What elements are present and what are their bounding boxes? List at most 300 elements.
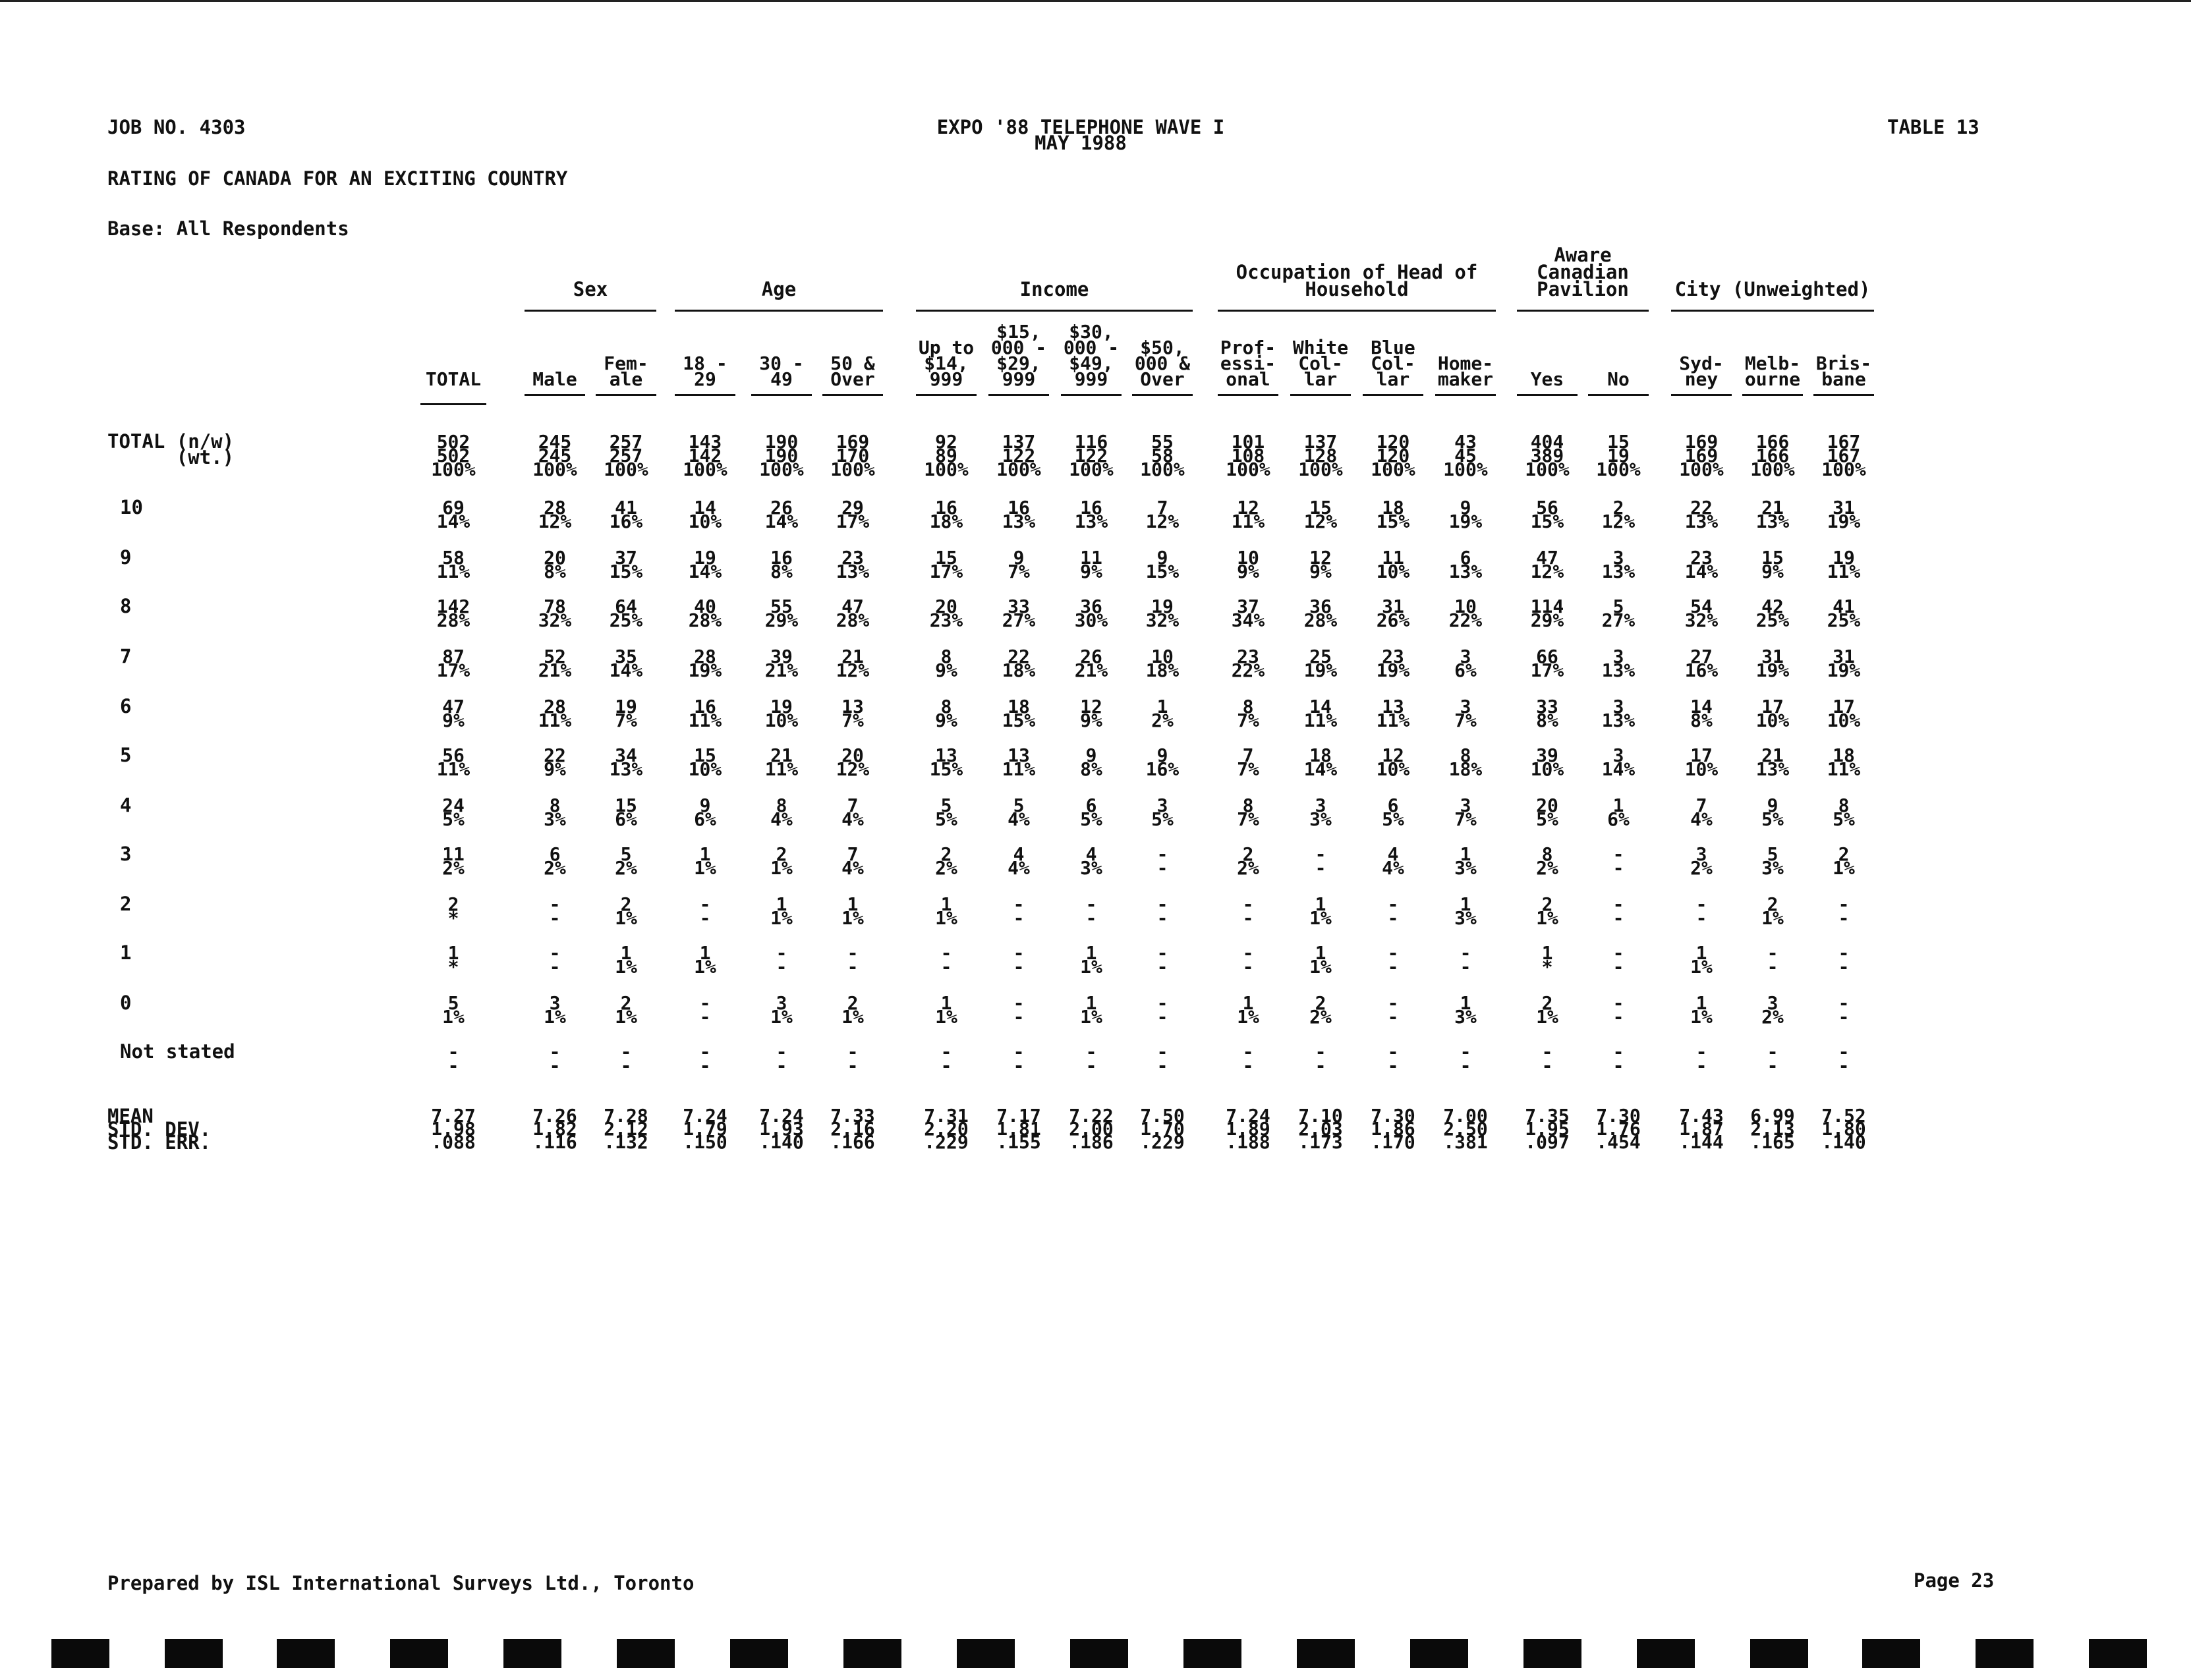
table-cell: - -: [1315, 843, 1326, 879]
table-cell: 257 257 100%: [604, 431, 648, 480]
table-cell: 18 14%: [1303, 744, 1338, 780]
table-cell: - -: [1838, 992, 1850, 1028]
table-cell: 54 32%: [1684, 596, 1719, 631]
table-cell: 21 13%: [1755, 497, 1790, 532]
column-underline: [1671, 394, 1732, 396]
column-underline: [1588, 394, 1649, 396]
edge-mark: [1750, 1639, 1808, 1668]
table-cell: 9 19%: [1448, 497, 1483, 532]
column-underline: [751, 394, 812, 396]
table-cell: - -: [1612, 843, 1624, 879]
row-label: 8: [120, 595, 132, 617]
table-cell: - -: [1695, 1041, 1707, 1077]
table-cell: 1 1%: [1237, 992, 1259, 1028]
table-cell: 2 1%: [841, 992, 864, 1028]
group-underline: [675, 310, 883, 312]
table-cell: 1 1%: [935, 893, 957, 929]
table-cell: 120 120 100%: [1371, 431, 1415, 480]
table-cell: 3 2%: [1761, 992, 1784, 1028]
table-cell: 1 1%: [841, 893, 864, 929]
table-cell: 5 5%: [935, 795, 957, 830]
table-cell: - -: [1387, 893, 1399, 929]
table-cell: 16 18%: [929, 497, 963, 532]
table-cell: - -: [1013, 1041, 1025, 1077]
table-cell: - -: [1242, 942, 1254, 978]
table-cell: - -: [776, 1041, 787, 1077]
table-cell: 137 122 100%: [996, 431, 1041, 480]
table-cell: - -: [1695, 893, 1707, 929]
table-cell: 12 10%: [1376, 744, 1410, 780]
table-cell: 19 14%: [688, 547, 722, 582]
table-cell: 166 166 100%: [1750, 431, 1795, 480]
group-header: Income: [1019, 278, 1089, 300]
table-cell: - -: [1460, 1041, 1471, 1077]
table-cell: - -: [699, 1041, 711, 1077]
table-cell: - -: [1156, 942, 1168, 978]
stats-cell: 7.26 1.82 .116: [532, 1105, 577, 1153]
table-cell: 3 14%: [1601, 744, 1636, 780]
stats-cell: 7.31 2.20 .229: [924, 1105, 969, 1153]
table-cell: 8 7%: [1237, 795, 1259, 830]
group-underline: [1517, 310, 1649, 312]
table-cell: 1 *: [447, 942, 459, 978]
table-cell: 17 10%: [1755, 696, 1790, 731]
table-cell: 190 190 100%: [759, 431, 804, 480]
row-label: 0: [120, 992, 132, 1014]
edge-mark: [503, 1639, 561, 1668]
edge-mark: [1862, 1639, 1920, 1668]
table-cell: 1 3%: [1454, 893, 1477, 929]
stats-cell: 7.17 1.81 .155: [996, 1105, 1041, 1153]
table-cell: - -: [1612, 992, 1624, 1028]
table-cell: 1 2%: [1151, 696, 1174, 731]
table-cell: 404 389 100%: [1525, 431, 1570, 480]
table-cell: 7 4%: [1690, 795, 1713, 830]
table-cell: 2 *: [447, 893, 459, 929]
column-underline: [1363, 394, 1423, 396]
table-cell: 13 15%: [929, 744, 963, 780]
table-cell: 137 128 100%: [1298, 431, 1343, 480]
table-cell: 3 5%: [1151, 795, 1174, 830]
table-cell: 21 11%: [764, 744, 799, 780]
group-header: Sex: [573, 278, 608, 300]
table-cell: 15 6%: [615, 795, 637, 830]
column-underline: [822, 394, 883, 396]
table-cell: 31 19%: [1755, 646, 1790, 681]
table-cell: 142 28%: [436, 596, 470, 631]
table-cell: 1 1%: [1690, 992, 1713, 1028]
table-cell: - -: [1838, 942, 1850, 978]
table-cell: - -: [1013, 992, 1025, 1028]
row-label: 9: [120, 546, 132, 569]
table-cell: 7 7%: [1237, 744, 1259, 780]
table-cell: 101 108 100%: [1226, 431, 1270, 480]
table-cell: - -: [1387, 942, 1399, 978]
table-cell: 27 16%: [1684, 646, 1719, 681]
group-underline: [525, 310, 656, 312]
table-cell: 8 4%: [770, 795, 793, 830]
table-cell: - -: [940, 1041, 952, 1077]
table-cell: 69 14%: [436, 497, 470, 532]
table-cell: 42 25%: [1755, 596, 1790, 631]
table-cell: 26 14%: [764, 497, 799, 532]
table-cell: 2 1%: [1761, 893, 1784, 929]
column-header: $15, 000 - $29, 999: [990, 321, 1047, 390]
table-cell: - -: [447, 1041, 459, 1077]
table-cell: 2 1%: [615, 893, 637, 929]
table-cell: 245 245 100%: [532, 431, 577, 480]
table-cell: 1 6%: [1607, 795, 1630, 830]
stats-cell: 7.30 1.76 .454: [1596, 1105, 1641, 1153]
edge-mark: [1637, 1639, 1695, 1668]
table-cell: - -: [1767, 942, 1778, 978]
table-cell: 39 10%: [1530, 744, 1564, 780]
column-header: Home- maker: [1437, 352, 1494, 390]
table-cell: 34 13%: [609, 744, 643, 780]
edge-mark: [165, 1639, 223, 1668]
table-cell: 1 1%: [1080, 992, 1102, 1028]
table-cell: 9 6%: [694, 795, 716, 830]
table-cell: 12 9%: [1309, 547, 1332, 582]
table-cell: 19 32%: [1145, 596, 1180, 631]
stats-cell: 7.43 1.87 .144: [1679, 1105, 1724, 1153]
table-cell: 3 13%: [1601, 646, 1636, 681]
table-cell: 18 15%: [1002, 696, 1036, 731]
column-underline: [988, 394, 1049, 396]
table-cell: 47 12%: [1530, 547, 1564, 582]
column-header: 50 & Over: [830, 352, 875, 390]
stats-cell: 7.24 1.89 .188: [1226, 1105, 1270, 1153]
table-cell: 3 13%: [1601, 547, 1636, 582]
table-cell: 8 7%: [1237, 696, 1259, 731]
table-cell: 23 19%: [1376, 646, 1410, 681]
table-cell: - -: [1838, 893, 1850, 929]
table-cell: 11 2%: [442, 843, 465, 879]
group-underline: [1671, 310, 1874, 312]
table-cell: 15 12%: [1303, 497, 1338, 532]
table-cell: 9 5%: [1761, 795, 1784, 830]
column-underline: [596, 394, 656, 396]
table-cell: 20 23%: [929, 596, 963, 631]
table-cell: 14 11%: [1303, 696, 1338, 731]
column-underline: [420, 403, 486, 405]
table-cell: 43 45 100%: [1443, 431, 1488, 480]
edge-mark: [730, 1639, 788, 1668]
table-cell: 7 4%: [841, 843, 864, 879]
table-cell: 11 10%: [1376, 547, 1410, 582]
table-cell: - -: [1541, 1041, 1553, 1077]
table-cell: 24 5%: [442, 795, 465, 830]
table-cell: 169 170 100%: [830, 431, 875, 480]
table-cell: 116 122 100%: [1069, 431, 1114, 480]
table-cell: - -: [1460, 942, 1471, 978]
table-cell: 167 167 100%: [1821, 431, 1866, 480]
table-cell: 2 2%: [1309, 992, 1332, 1028]
column-underline: [1218, 394, 1278, 396]
row-label: 6: [120, 695, 132, 717]
table-cell: 2 1%: [770, 843, 793, 879]
edge-mark: [957, 1639, 1015, 1668]
table-cell: - -: [1013, 893, 1025, 929]
table-cell: 16 11%: [688, 696, 722, 731]
column-header: Blue Col- lar: [1371, 337, 1415, 390]
table-cell: 29 17%: [836, 497, 870, 532]
report-title: EXPO '88 TELEPHONE WAVE I: [936, 116, 1225, 138]
table-cell: 13 11%: [1002, 744, 1036, 780]
table-cell: - -: [1767, 1041, 1778, 1077]
table-cell: 5 1%: [442, 992, 465, 1028]
table-cell: 1 1%: [1690, 942, 1713, 978]
table-cell: 55 58 100%: [1140, 431, 1185, 480]
table-cell: - -: [1315, 1041, 1326, 1077]
table-cell: 3 1%: [770, 992, 793, 1028]
edge-mark: [1297, 1639, 1355, 1668]
table-cell: 17 10%: [1684, 744, 1719, 780]
table-cell: - -: [940, 942, 952, 978]
table-cell: - -: [699, 893, 711, 929]
edge-mark: [1183, 1639, 1241, 1668]
stats-label: MEAN STD. DEV. STD. ERR.: [107, 1105, 212, 1154]
edge-mark: [1523, 1639, 1581, 1668]
table-cell: 36 30%: [1074, 596, 1108, 631]
table-cell: - -: [1838, 1041, 1850, 1077]
table-cell: 23 22%: [1231, 646, 1265, 681]
table-cell: - -: [549, 893, 561, 929]
column-underline: [1435, 394, 1496, 396]
table-cell: 8 5%: [1833, 795, 1855, 830]
job-number: JOB NO. 4303: [107, 116, 246, 138]
edge-mark: [277, 1639, 335, 1668]
table-cell: 169 169 100%: [1679, 431, 1724, 480]
row-label: Not stated: [120, 1040, 235, 1063]
table-cell: 3 7%: [1454, 795, 1477, 830]
table-cell: 14 10%: [688, 497, 722, 532]
stats-cell: 7.00 2.50 .381: [1443, 1105, 1488, 1153]
table-cell: 1 1%: [935, 992, 957, 1028]
table-cell: 3 1%: [544, 992, 566, 1028]
group-header: Aware Canadian Pavilion: [1537, 244, 1629, 300]
table-cell: 9 8%: [1080, 744, 1102, 780]
table-cell: 2 1%: [1536, 992, 1558, 1028]
table-cell: 18 11%: [1827, 744, 1861, 780]
column-header: Melb- ourne: [1744, 352, 1801, 390]
table-cell: 28 12%: [538, 497, 572, 532]
table-cell: 31 19%: [1827, 497, 1861, 532]
table-cell: 31 19%: [1827, 646, 1861, 681]
table-cell: 56 15%: [1530, 497, 1564, 532]
stats-cell: 7.50 1.70 .229: [1140, 1105, 1185, 1153]
table-cell: 16 13%: [1074, 497, 1108, 532]
table-cell: 8 9%: [935, 696, 957, 731]
table-cell: 7 4%: [841, 795, 864, 830]
table-cell: 41 25%: [1827, 596, 1861, 631]
table-cell: 2 1%: [1833, 843, 1855, 879]
row-label: 5: [120, 744, 132, 766]
stats-cell: 7.27 1.98 .088: [431, 1105, 476, 1153]
edge-mark: [2089, 1639, 2147, 1668]
table-cell: 1 1%: [770, 893, 793, 929]
table-cell: 114 29%: [1530, 596, 1564, 631]
table-cell: - -: [776, 942, 787, 978]
column-header: Bris- bane: [1815, 352, 1872, 390]
table-cell: 31 26%: [1376, 596, 1410, 631]
base-note: Base: All Respondents: [107, 217, 349, 240]
table-cell: 1 1%: [1309, 942, 1332, 978]
table-cell: 3 2%: [1690, 843, 1713, 879]
table-subtitle: RATING OF CANADA FOR AN EXCITING COUNTRY: [107, 167, 568, 190]
table-cell: 78 32%: [538, 596, 572, 631]
table-cell: 15 9%: [1761, 547, 1784, 582]
table-cell: - -: [1085, 893, 1097, 929]
table-cell: 3 3%: [1309, 795, 1332, 830]
group-header: Age: [761, 278, 797, 300]
table-cell: 502 502 100%: [431, 431, 476, 480]
table-cell: 5 27%: [1601, 596, 1636, 631]
table-cell: 1 3%: [1454, 843, 1477, 879]
table-cell: 52 21%: [538, 646, 572, 681]
table-cell: 6 13%: [1448, 547, 1483, 582]
table-cell: - -: [1156, 1041, 1168, 1077]
table-cell: 1 1%: [1080, 942, 1102, 978]
column-underline: [1517, 394, 1578, 396]
table-cell: 56 11%: [436, 744, 470, 780]
table-cell: 3 13%: [1601, 696, 1636, 731]
table-cell: 18 15%: [1376, 497, 1410, 532]
table-cell: 1 3%: [1454, 992, 1477, 1028]
table-cell: - -: [1612, 1041, 1624, 1077]
stats-cell: 7.22 2.00 .186: [1069, 1105, 1114, 1153]
table-cell: 28 11%: [538, 696, 572, 731]
table-cell: 4 4%: [1008, 843, 1030, 879]
table-cell: 36 28%: [1303, 596, 1338, 631]
table-cell: 12 9%: [1080, 696, 1102, 731]
edge-mark: [1410, 1639, 1468, 1668]
table-cell: 33 27%: [1002, 596, 1036, 631]
table-cell: 8 3%: [544, 795, 566, 830]
table-cell: 9 16%: [1145, 744, 1180, 780]
page-number: Page 23: [1914, 1569, 1995, 1592]
table-cell: 3 7%: [1454, 696, 1477, 731]
column-header: Fem- ale: [604, 352, 648, 390]
table-cell: 23 14%: [1684, 547, 1719, 582]
table-cell: 20 5%: [1536, 795, 1558, 830]
table-cell: 58 11%: [436, 547, 470, 582]
table-cell: 22 13%: [1684, 497, 1719, 532]
table-cell: 39 21%: [764, 646, 799, 681]
table-cell: 3 6%: [1454, 646, 1477, 681]
table-cell: 55 29%: [764, 596, 799, 631]
table-cell: 15 17%: [929, 547, 963, 582]
stats-cell: 7.28 2.12 .132: [604, 1105, 648, 1153]
row-label: 1: [120, 941, 132, 964]
table-cell: 4 3%: [1080, 843, 1102, 879]
table-cell: 6 5%: [1382, 795, 1404, 830]
table-cell: 1 1%: [1309, 893, 1332, 929]
table-cell: 10 18%: [1145, 646, 1180, 681]
table-cell: 47 28%: [836, 596, 870, 631]
column-header: Syd- ney: [1679, 352, 1724, 390]
table-cell: 8 9%: [935, 646, 957, 681]
table-cell: 87 17%: [436, 646, 470, 681]
table-cell: 13 7%: [841, 696, 864, 731]
table-cell: 19 7%: [615, 696, 637, 731]
column-header: Prof- essi- onal: [1220, 337, 1276, 390]
column-underline: [1742, 394, 1803, 396]
table-cell: 13 11%: [1376, 696, 1410, 731]
stats-cell: 7.24 1.93 .140: [759, 1105, 804, 1153]
table-cell: 9 15%: [1145, 547, 1180, 582]
column-header: $50, 000 & Over: [1134, 337, 1191, 390]
table-cell: 92 89 100%: [924, 431, 969, 480]
table-cell: 6 5%: [1080, 795, 1102, 830]
table-cell: - -: [1156, 893, 1168, 929]
table-cell: 5 4%: [1008, 795, 1030, 830]
table-cell: 26 21%: [1074, 646, 1108, 681]
column-header: 18 - 29: [683, 352, 727, 390]
row-label: 7: [120, 645, 132, 667]
column-header: Male: [532, 368, 577, 390]
row-label: 3: [120, 843, 132, 865]
table-cell: 8 2%: [1536, 843, 1558, 879]
table-cell: - -: [699, 992, 711, 1028]
edge-mark: [1070, 1639, 1128, 1668]
table-cell: 10 9%: [1237, 547, 1259, 582]
table-cell: 16 13%: [1002, 497, 1036, 532]
table-cell: 19 10%: [764, 696, 799, 731]
column-header: $30, 000 - $49, 999: [1063, 321, 1120, 390]
table-cell: 1 1%: [694, 942, 716, 978]
table-cell: - -: [847, 942, 859, 978]
group-underline: [916, 310, 1193, 312]
table-cell: 28 19%: [688, 646, 722, 681]
table-cell: 23 13%: [836, 547, 870, 582]
group-header: Occupation of Head of Household: [1236, 261, 1478, 300]
table-cell: 2 2%: [1237, 843, 1259, 879]
table-cell: - -: [1387, 1041, 1399, 1077]
prepared-by: Prepared by ISL International Surveys Ltd., Toronto: [107, 1572, 695, 1594]
table-cell: 17 10%: [1827, 696, 1861, 731]
table-cell: 25 19%: [1303, 646, 1338, 681]
row-label: 4: [120, 794, 132, 816]
table-cell: - -: [620, 1041, 632, 1077]
column-header: No: [1607, 368, 1630, 390]
table-cell: - -: [1156, 843, 1168, 879]
edge-mark: [617, 1639, 675, 1668]
table-cell: 2 1%: [615, 992, 637, 1028]
table-cell: 19 11%: [1827, 547, 1861, 582]
table-cell: 15 10%: [688, 744, 722, 780]
table-cell: 6 2%: [544, 843, 566, 879]
column-header: TOTAL: [425, 368, 482, 390]
table-cell: 2 1%: [1536, 893, 1558, 929]
column-underline: [916, 394, 977, 396]
table-cell: 12 11%: [1231, 497, 1265, 532]
table-cell: 40 28%: [688, 596, 722, 631]
table-cell: 9 7%: [1008, 547, 1030, 582]
table-cell: - -: [1242, 893, 1254, 929]
edge-mark: [51, 1639, 109, 1668]
column-underline: [1061, 394, 1122, 396]
table-cell: 7 12%: [1145, 497, 1180, 532]
table-cell: 66 17%: [1530, 646, 1564, 681]
column-header: White Col- lar: [1292, 337, 1349, 390]
column-underline: [675, 394, 735, 396]
table-cell: 11 9%: [1080, 547, 1102, 582]
table-cell: 2 2%: [935, 843, 957, 879]
table-cell: 47 9%: [442, 696, 465, 731]
top-edge-line: [0, 0, 2191, 2]
table-cell: 4 4%: [1382, 843, 1404, 879]
